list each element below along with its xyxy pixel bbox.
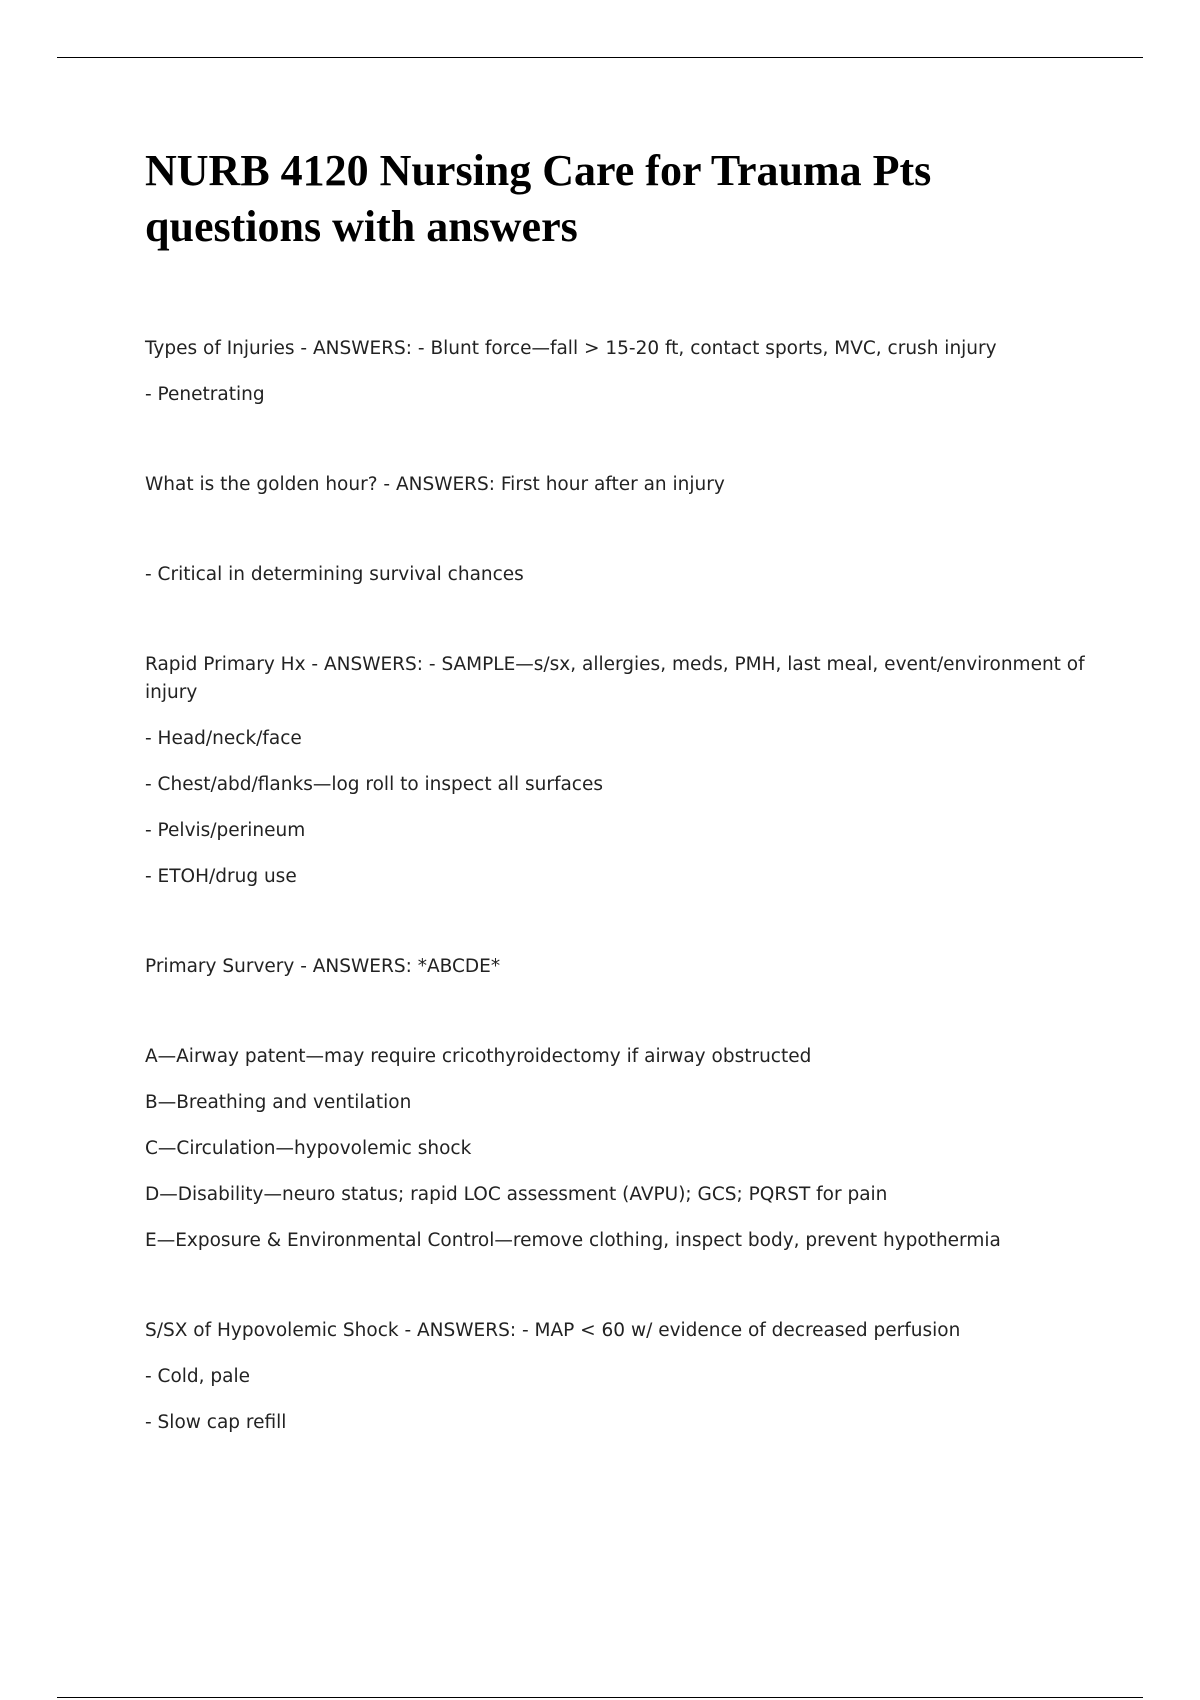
top-rule [57,57,1143,58]
spacer [145,517,1085,561]
qa-line: - Critical in determining survival chances [145,564,524,585]
qa-line: - Chest/abd/flanks—log roll to inspect all surfaces [145,774,603,795]
qa-line: B—Breathing and ventilation [145,1092,412,1113]
qa-line: A—Airway patent—may require cricothyroidectomy if airway obstructed [145,1046,812,1067]
spacer [145,999,1085,1043]
qa-line: - Penetrating [145,384,265,405]
qa-line: Primary Survery - ANSWERS: *ABCDE* [145,956,501,977]
spacer [145,427,1085,471]
qa-line: What is the golden hour? - ANSWERS: First hour after an injury [145,474,725,495]
spacer [145,607,1085,651]
spacer [145,1273,1085,1317]
spacer [145,909,1085,953]
qa-line: Types of Injuries - ANSWERS: - Blunt force—fall > 15-20 ft, contact sports, MVC, crush injury [145,338,997,359]
qa-line: - Slow cap refill [145,1412,287,1433]
qa-line: Rapid Primary Hx - ANSWERS: - SAMPLE—s/sx, allergies, meds, PMH, last meal, event/environment of injury [145,654,1085,703]
qa-line: - Cold, pale [145,1366,251,1387]
bottom-rule [57,1697,1143,1698]
qa-line: - Pelvis/perineum [145,820,306,841]
qa-line: D—Disability—neuro status; rapid LOC assessment (AVPU); GCS; PQRST for pain [145,1184,888,1205]
qa-line: E—Exposure & Environmental Control—remove clothing, inspect body, prevent hypothermia [145,1230,1001,1251]
qa-line: - ETOH/drug use [145,866,297,887]
qa-line: - Head/neck/face [145,728,302,749]
document-body [145,143,1085,1455]
qa-line: C—Circulation—hypovolemic shock [145,1138,472,1159]
qa-line: S/SX of Hypovolemic Shock - ANSWERS: - MAP < 60 w/ evidence of decreased perfusion [145,1320,961,1341]
document-title: NURB 4120 Nursing Care for Trauma Pts questions with answers [145,146,932,251]
